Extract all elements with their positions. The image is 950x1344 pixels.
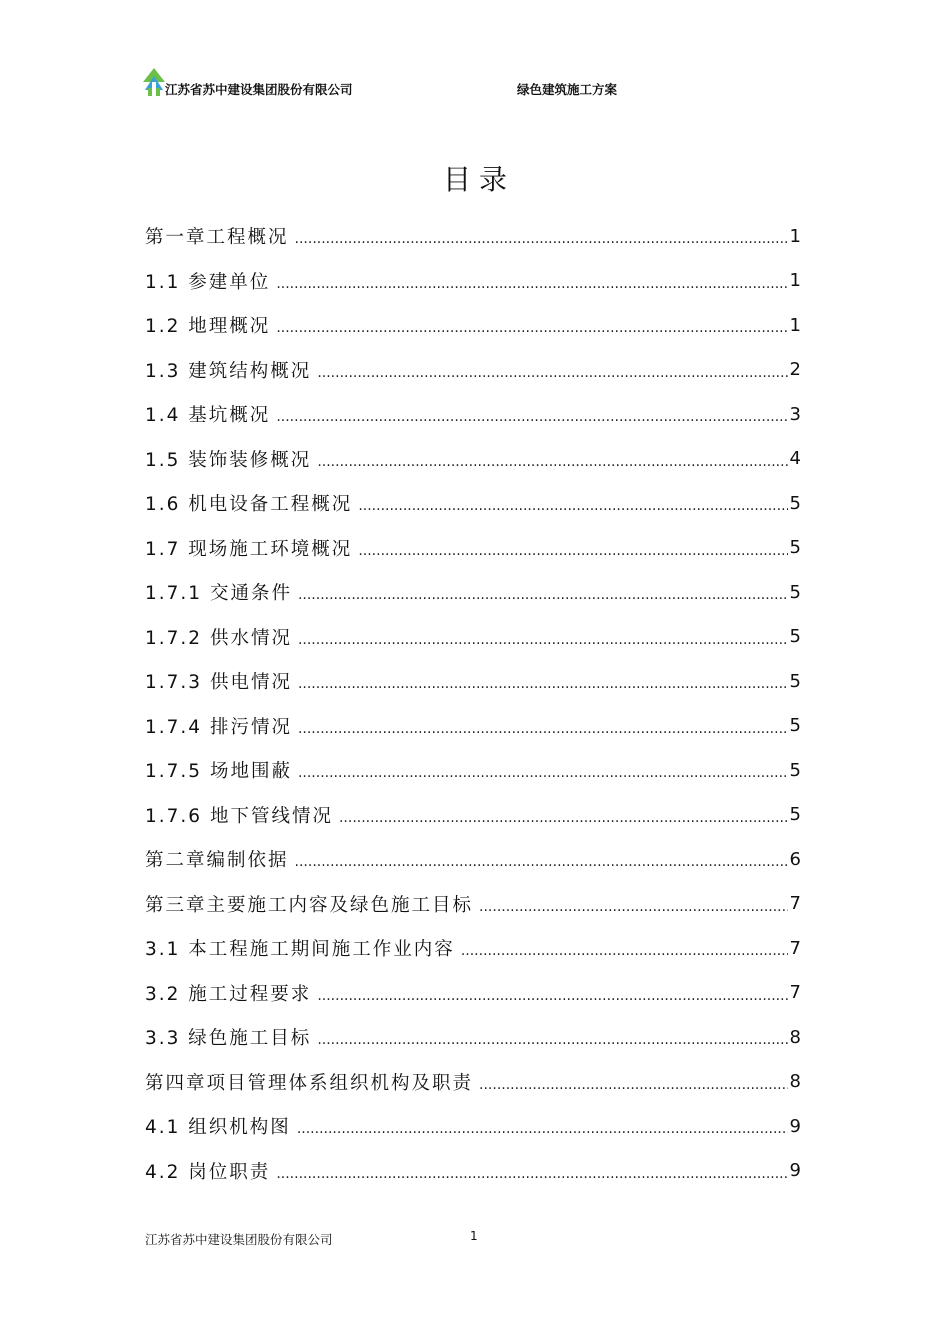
toc-dot-leader <box>295 848 788 870</box>
page-header <box>143 68 803 102</box>
toc-entry-page: 5 <box>789 804 801 826</box>
toc-entry-page: 3 <box>789 403 801 425</box>
table-of-contents <box>145 214 801 1193</box>
toc-entry-label: 1.2 地理概况 <box>145 312 276 338</box>
toc-entry-label: 1.5 装饰装修概况 <box>145 446 317 472</box>
toc-dot-leader <box>317 982 787 1004</box>
toc-dot-leader <box>297 1115 788 1137</box>
toc-entry[interactable] <box>145 437 801 482</box>
toc-entry[interactable] <box>145 1015 801 1060</box>
toc-entry[interactable] <box>145 570 801 615</box>
toc-entry-page: 8 <box>789 1026 801 1048</box>
toc-entry[interactable] <box>145 481 801 526</box>
toc-entry[interactable] <box>145 392 801 437</box>
toc-entry-label: 1.7.2 供水情况 <box>145 624 298 650</box>
toc-entry-page: 7 <box>789 893 801 915</box>
toc-entry[interactable] <box>145 704 801 749</box>
toc-dot-leader <box>298 715 788 737</box>
toc-dot-leader <box>298 581 788 603</box>
toc-entry[interactable] <box>145 1060 801 1105</box>
toc-entry[interactable] <box>145 259 801 304</box>
toc-entry-page: 9 <box>789 1115 801 1137</box>
toc-entry-label: 1.7.4 排污情况 <box>145 713 298 739</box>
toc-entry-label: 第一章工程概况 <box>145 223 295 249</box>
company-logo-icon <box>143 68 165 96</box>
toc-entry-label: 1.3 建筑结构概况 <box>145 357 317 383</box>
toc-dot-leader <box>479 1071 788 1093</box>
toc-dot-leader <box>479 893 788 915</box>
header-company-name: 江苏省苏中建设集团股份有限公司 <box>165 82 353 97</box>
toc-entry-page: 7 <box>789 937 801 959</box>
toc-entry-page: 5 <box>789 537 801 559</box>
toc-entry-label: 4.2 岗位职责 <box>145 1158 276 1184</box>
toc-entry[interactable] <box>145 926 801 971</box>
toc-entry[interactable] <box>145 748 801 793</box>
toc-dot-leader <box>298 759 788 781</box>
toc-entry-page: 5 <box>789 581 801 603</box>
toc-entry-label: 1.7.1 交通条件 <box>145 579 298 605</box>
toc-entry-label: 1.7.6 地下管线情况 <box>145 802 339 828</box>
toc-entry[interactable] <box>145 526 801 571</box>
toc-dot-leader <box>276 403 787 425</box>
toc-entry-page: 5 <box>789 715 801 737</box>
toc-entry-label: 1.1 参建单位 <box>145 268 276 294</box>
toc-entry-page: 1 <box>789 225 801 247</box>
toc-entry-page: 9 <box>789 1160 801 1182</box>
toc-dot-leader <box>276 270 787 292</box>
page-footer <box>145 1230 805 1250</box>
toc-entry-page: 5 <box>789 626 801 648</box>
toc-entry-page: 2 <box>789 359 801 381</box>
toc-entry-page: 1 <box>789 270 801 292</box>
header-document-title: 绿色建筑施工方案 <box>517 82 618 97</box>
toc-entry-label: 1.4 基坑概况 <box>145 401 276 427</box>
toc-entry-label: 3.3 绿色施工目标 <box>145 1024 317 1050</box>
toc-entry[interactable] <box>145 303 801 348</box>
toc-entry-page: 8 <box>789 1071 801 1093</box>
toc-entry[interactable] <box>145 837 801 882</box>
toc-dot-leader <box>295 225 788 247</box>
toc-entry-label: 第二章编制依据 <box>145 846 295 872</box>
toc-dot-leader <box>276 314 787 336</box>
toc-dot-leader <box>298 626 788 648</box>
toc-dot-leader <box>317 359 787 381</box>
toc-dot-leader <box>339 804 788 826</box>
toc-dot-leader <box>317 448 787 470</box>
toc-entry-page: 5 <box>789 492 801 514</box>
toc-entry[interactable] <box>145 659 801 704</box>
toc-entry-label: 1.7.3 供电情况 <box>145 668 298 694</box>
toc-entry-page: 5 <box>789 759 801 781</box>
toc-entry[interactable] <box>145 793 801 838</box>
toc-entry-page: 5 <box>789 670 801 692</box>
toc-entry[interactable] <box>145 214 801 259</box>
toc-entry[interactable] <box>145 348 801 393</box>
toc-entry[interactable] <box>145 971 801 1016</box>
toc-entry-page: 6 <box>789 848 801 870</box>
toc-entry-page: 7 <box>789 982 801 1004</box>
toc-entry-label: 1.7 现场施工环境概况 <box>145 535 358 561</box>
toc-entry-label: 4.1 组织机构图 <box>145 1113 297 1139</box>
toc-entry[interactable] <box>145 1149 801 1194</box>
toc-entry-page: 1 <box>789 314 801 336</box>
toc-entry[interactable] <box>145 615 801 660</box>
toc-entry-label: 3.1 本工程施工期间施工作业内容 <box>145 935 461 961</box>
toc-entry-label: 第四章项目管理体系组织机构及职责 <box>145 1069 479 1095</box>
toc-entry-label: 第三章主要施工内容及绿色施工目标 <box>145 891 479 917</box>
toc-dot-leader <box>358 492 787 514</box>
toc-entry-label: 1.7.5 场地围蔽 <box>145 757 298 783</box>
toc-dot-leader <box>461 937 788 959</box>
toc-entry-label: 3.2 施工过程要求 <box>145 980 317 1006</box>
toc-dot-leader <box>298 670 788 692</box>
footer-company-name: 江苏省苏中建设集团股份有限公司 <box>145 1232 333 1247</box>
toc-entry[interactable] <box>145 1104 801 1149</box>
toc-title: 目录 <box>442 163 515 196</box>
toc-entry-label: 1.6 机电设备工程概况 <box>145 490 358 516</box>
toc-dot-leader <box>276 1160 787 1182</box>
footer-page-number: 1 <box>470 1229 478 1243</box>
toc-entry[interactable] <box>145 882 801 927</box>
toc-dot-leader <box>358 537 787 559</box>
toc-dot-leader <box>317 1026 787 1048</box>
toc-entry-page: 4 <box>789 448 801 470</box>
